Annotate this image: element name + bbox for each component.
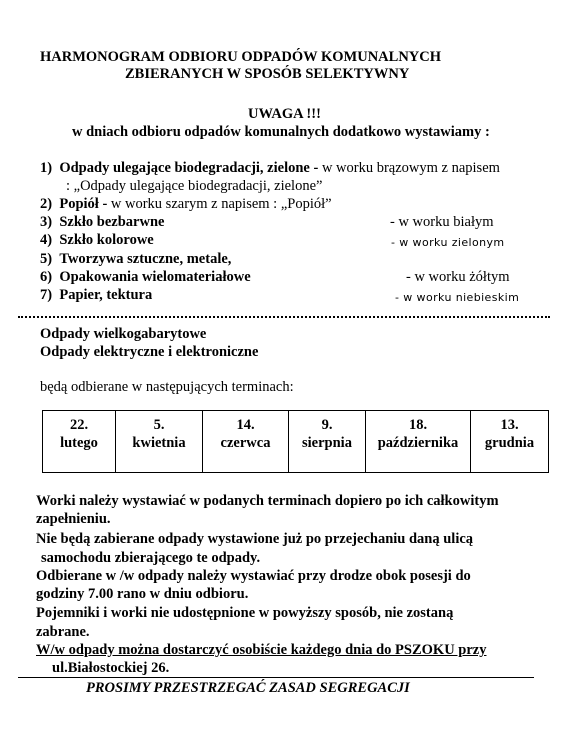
item-name: Szkło kolorowe — [59, 232, 154, 248]
item-number: 5) — [40, 251, 53, 267]
footer-slogan: PROSIMY PRZESTRZEGAĆ ZASAD SEGREGACJI — [86, 680, 410, 696]
item-number: 4) — [40, 232, 53, 248]
schedule-month: czerwca — [220, 435, 271, 451]
rule-text: zapełnieniu. — [36, 511, 111, 527]
underline-rule — [18, 677, 534, 678]
document-title-line1: HARMONOGRAM ODBIORU ODPADÓW KOMUNALNYCH — [40, 49, 442, 65]
rule-text-pszok: W/w odpady można dostarczyć osobiście każdego dnia do PSZOKU przy — [36, 642, 487, 658]
list-item — [40, 251, 231, 268]
item-bag: - w worku białym — [390, 214, 494, 230]
item-name: Papier, tektura — [59, 287, 153, 303]
schedule-month: sierpnia — [302, 435, 352, 451]
rule-text: Nie będą zabierane odpady wystawione już po przejechaniu daną ulicą — [36, 531, 474, 547]
notice-subheading: w dniach odbioru odpadów komunalnych dodatkowo wystawiamy : — [72, 124, 490, 140]
item-bag: - w worku żółtym — [406, 269, 510, 285]
item-name: Tworzywa sztuczne, metale, — [59, 251, 232, 267]
document-title-line2: ZBIERANYCH W SPOSÓB SELEKTYWNY — [125, 66, 410, 82]
item-number: 3) — [40, 214, 53, 230]
item-number: 6) — [40, 269, 53, 285]
schedule-table — [42, 410, 549, 473]
schedule-cell — [471, 411, 549, 473]
schedule-month: grudnia — [484, 435, 535, 451]
schedule-day: 9. — [321, 417, 333, 433]
schedule-day: 18. — [408, 417, 428, 433]
schedule-intro: będą odbierane w następujących terminach: — [40, 379, 294, 395]
item-bag: - w worku niebieskim — [395, 291, 520, 304]
list-item — [40, 269, 251, 286]
item-number: 7) — [40, 287, 53, 303]
table-row — [43, 411, 549, 473]
rule-text: zabrane. — [36, 624, 90, 640]
rule-text: godziny 7.00 rano w dniu odbioru. — [36, 586, 249, 602]
list-item — [40, 287, 152, 304]
item-detail: w worku brązowym z napisem — [321, 160, 500, 176]
schedule-day: 14. — [236, 417, 255, 433]
pszok-address: ul.Białostockiej 26. — [52, 660, 170, 676]
list-item — [40, 196, 332, 213]
schedule-month: października — [377, 435, 459, 451]
list-item — [40, 232, 154, 249]
schedule-month: kwietnia — [132, 435, 186, 451]
item-number: 1) — [40, 160, 53, 176]
schedule-day: 5. — [153, 417, 165, 433]
item-number: 2) — [40, 196, 53, 212]
item-name: Odpady ulegające biodegradacji, zielone - — [59, 160, 319, 176]
rule-text: Odbierane w /w odpady należy wystawiać przy drodze obok posesji do — [36, 568, 471, 584]
schedule-day: 13. — [500, 417, 519, 433]
schedule-cell — [116, 411, 203, 473]
schedule-cell — [43, 411, 116, 473]
schedule-day: 22. — [69, 417, 89, 433]
bulky-waste-label: Odpady wielkogabarytowe — [40, 326, 207, 342]
list-item — [40, 214, 164, 231]
list-item — [40, 160, 500, 177]
rule-text: Pojemniki i worki nie udostępnione w powyższy sposób, nie zostaną — [36, 605, 454, 621]
schedule-month: lutego — [60, 435, 98, 451]
item-detail: w worku szarym z napisem : „Popiół” — [110, 196, 332, 212]
rule-text: samochodu zbierającego te odpady. — [41, 550, 261, 566]
item-name: Opakowania wielomateriałowe — [59, 269, 251, 285]
rule-text: Worki należy wystawiać w podanych terminach dopiero po ich całkowitym — [36, 493, 499, 509]
item-bag: - w worku zielonym — [391, 236, 505, 249]
electronic-waste-label: Odpady elektryczne i elektroniczne — [40, 344, 259, 360]
schedule-cell — [366, 411, 471, 473]
dotted-separator — [18, 316, 550, 318]
notice-heading: UWAGA !!! — [248, 106, 321, 122]
schedule-cell — [289, 411, 366, 473]
item-name: Popiół - — [59, 196, 108, 212]
schedule-cell — [203, 411, 289, 473]
item-name: Szkło bezbarwne — [59, 214, 165, 230]
item-detail-continued: : „Odpady ulegające biodegradacji, zielone” — [66, 178, 323, 194]
